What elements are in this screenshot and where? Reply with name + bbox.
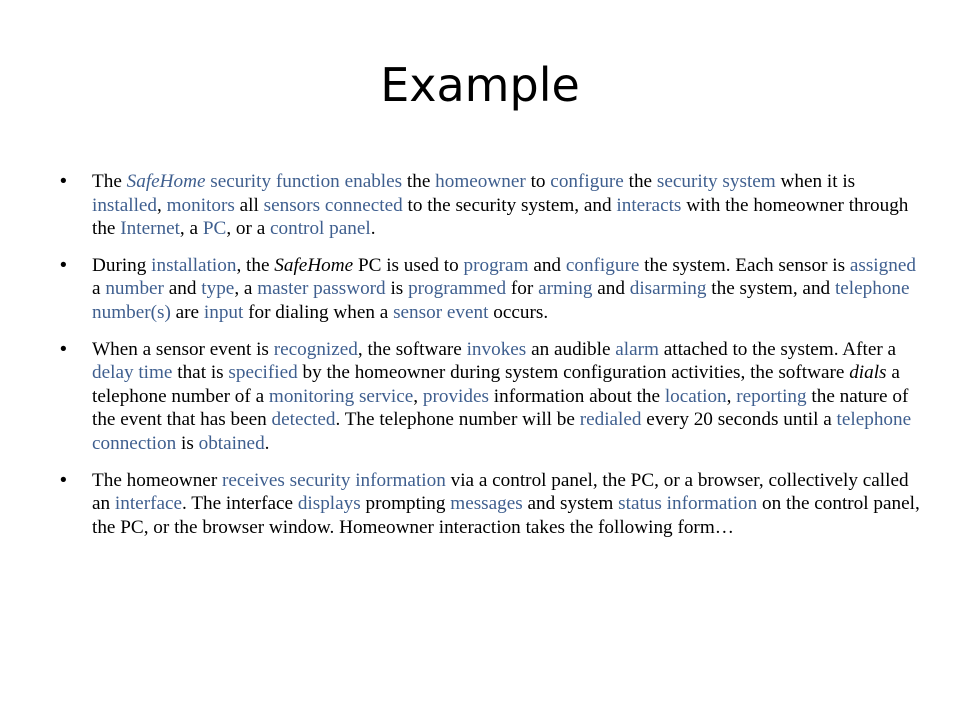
text-run: PC is used to	[353, 254, 464, 276]
text-run: During	[92, 254, 152, 276]
bullet-text	[92, 171, 908, 239]
text-run: . The interface	[182, 493, 298, 515]
highlighted-term: interface	[114, 493, 183, 515]
highlighted-term: number	[105, 278, 164, 300]
text-run: the system, and	[706, 278, 835, 300]
highlighted-term: reporting	[736, 385, 807, 407]
highlighted-term: PC	[202, 218, 227, 240]
highlighted-term: messages	[450, 493, 523, 515]
text-run: a telephone number of a	[92, 362, 900, 407]
highlighted-term: obtained	[198, 432, 265, 454]
highlighted-term: configure	[565, 254, 640, 276]
text-run: ,	[726, 385, 737, 407]
text-run: a	[92, 278, 106, 300]
highlighted-term: telephone number(s)	[92, 278, 910, 323]
text-run: on the control panel, the PC, or the browser window. Homeowner interaction takes the following form…	[92, 493, 920, 538]
highlighted-term: recognized	[273, 338, 358, 360]
text-run: to	[525, 171, 551, 192]
text-run: and	[592, 278, 630, 300]
text-run: the	[623, 171, 657, 192]
text-run: is	[385, 278, 409, 300]
text-run: ,	[157, 194, 167, 216]
text-run: and system	[522, 493, 619, 515]
highlighted-term: sensors	[263, 194, 321, 216]
highlighted-term: assigned	[849, 254, 916, 276]
text-run: information about the	[488, 385, 665, 407]
bullet-dot-icon: •	[60, 254, 67, 276]
highlighted-term: telephone connection	[92, 409, 912, 454]
highlighted-term: connected	[324, 194, 403, 216]
bullet-item	[60, 338, 920, 456]
text-run: . The telephone number will be	[335, 409, 580, 431]
bullet-dot-icon: •	[60, 469, 67, 491]
highlighted-term: arming	[538, 278, 593, 300]
highlighted-term: redialed	[579, 409, 642, 431]
highlighted-term: detected	[271, 409, 336, 431]
highlighted-term: status information	[618, 493, 758, 515]
highlighted-term: security function	[210, 171, 340, 192]
highlighted-term: sensor event	[393, 301, 489, 323]
text-run: for dialing when a	[243, 301, 394, 323]
bullet-text	[92, 255, 916, 323]
highlighted-term: displays	[297, 493, 361, 515]
bullet-item	[60, 254, 920, 325]
text-run: occurs.	[488, 301, 549, 323]
text-run: , a	[234, 278, 258, 300]
highlighted-term: receives	[222, 469, 285, 491]
text-run: the	[402, 171, 436, 192]
highlighted-term: location	[664, 385, 727, 407]
text-run: for	[506, 278, 539, 300]
text-run: via a control panel, the PC, or a browser, collectively called an	[92, 469, 909, 515]
bullet-dot-icon: •	[60, 171, 67, 192]
text-run: When a sensor event is	[92, 338, 274, 360]
highlighted-term: interacts	[616, 194, 682, 216]
text-run: The	[92, 171, 127, 192]
text-run: , the	[236, 254, 275, 276]
text-run: is	[176, 432, 199, 454]
highlighted-term: invokes	[466, 338, 527, 360]
highlighted-term: installation	[151, 254, 237, 276]
highlighted-term: enables	[344, 171, 403, 192]
highlighted-term: input	[203, 301, 244, 323]
text-run: , or a	[226, 218, 271, 240]
slide-title: Example	[380, 58, 580, 112]
highlighted-term: programmed	[408, 278, 507, 300]
text-run: to the security system, and	[402, 194, 617, 216]
highlighted-term: installed	[92, 194, 158, 216]
bullet-dot-icon: •	[60, 338, 67, 360]
text-run: the nature of the event that has been	[92, 385, 909, 431]
text-run: The homeowner	[92, 469, 223, 491]
text-run: and	[163, 278, 202, 300]
text-run: .	[370, 218, 376, 240]
text-run: are	[170, 301, 204, 323]
text-run: an audible	[526, 338, 616, 360]
highlighted-term: alarm	[615, 338, 659, 360]
highlighted-term: master password	[257, 278, 386, 300]
bullet-item	[60, 469, 920, 540]
bullet-item	[60, 170, 920, 241]
highlighted-term: control panel	[270, 218, 371, 240]
highlighted-term: monitoring service	[268, 385, 414, 407]
text-run: attached to the system. After a	[658, 338, 897, 360]
text-run: and	[528, 254, 566, 276]
text-run: by the homeowner during system configuration activities, the software	[297, 362, 850, 384]
bullet-text	[92, 339, 911, 454]
text-run: , the software	[357, 338, 467, 360]
highlighted-term: type	[201, 278, 235, 300]
highlighted-term: program	[463, 254, 529, 276]
text-run: ,	[413, 385, 423, 407]
highlighted-term: SafeHome	[274, 254, 354, 276]
highlighted-term: configure	[550, 171, 624, 192]
bullet-list	[60, 170, 920, 552]
highlighted-term: SafeHome	[126, 171, 206, 192]
highlighted-term: delay time	[92, 362, 173, 384]
text-run: every 20 seconds until a	[641, 409, 837, 431]
text-run: the system. Each sensor is	[639, 254, 850, 276]
highlighted-term: monitors	[166, 194, 235, 216]
highlighted-term: security system	[656, 171, 776, 192]
text-run: when it is	[775, 171, 856, 192]
text-run: , a	[179, 218, 203, 240]
highlighted-term: homeowner	[435, 171, 526, 192]
highlighted-term: provides	[422, 385, 489, 407]
highlighted-term: security information	[289, 469, 446, 491]
text-run: all	[234, 194, 264, 216]
bullet-text	[92, 470, 920, 538]
text-run: .	[264, 432, 270, 454]
highlighted-term: Internet	[120, 218, 180, 240]
highlighted-term: dials	[849, 362, 887, 384]
highlighted-term: specified	[228, 362, 298, 384]
text-run: with the homeowner through the	[92, 194, 909, 240]
text-run: prompting	[360, 493, 451, 515]
text-run: that is	[172, 362, 229, 384]
highlighted-term: disarming	[629, 278, 707, 300]
